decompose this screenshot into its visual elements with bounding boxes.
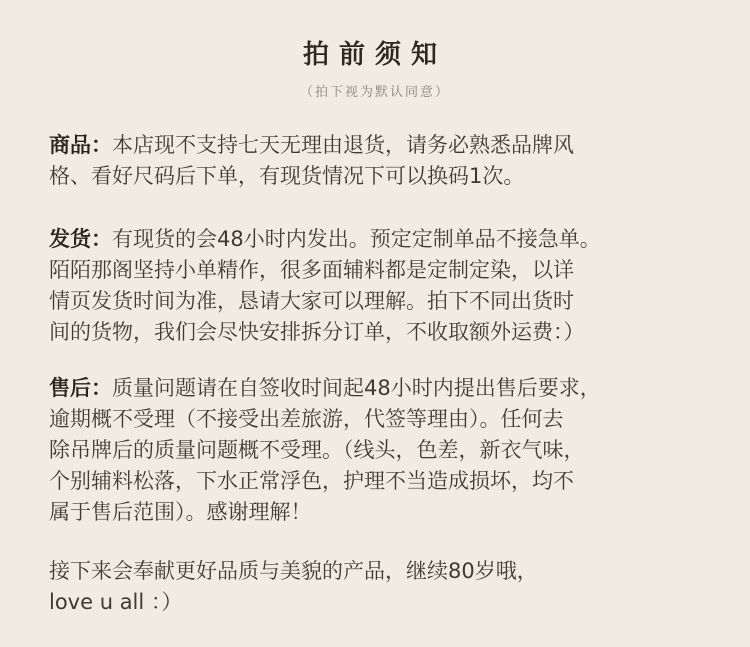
- aftersales-label: 售后：: [49, 376, 112, 400]
- shipping-line-4: 间的货物，我们会尽快安排拆分订单，不收取额外运费：）: [49, 320, 585, 344]
- page-subtitle: （拍下视为默认同意）: [299, 85, 450, 100]
- closing-line-1: 接下来会奉献更好品质与美貌的产品，继续80岁哦，: [49, 559, 538, 583]
- goods-line-1: [49, 130, 721, 161]
- page-title: 拍前须知: [302, 40, 447, 70]
- closing-line-2: love u all ：）: [49, 590, 183, 614]
- goods-section: [49, 130, 721, 192]
- aftersales-line-1: [49, 373, 721, 404]
- aftersales-section: [49, 373, 721, 528]
- shipping-section: [49, 224, 721, 348]
- aftersales-text-1: 质量问题请在自签收时间起48小时内提出售后要求，: [112, 376, 601, 400]
- shipping-line-2: 陌陌那阁坚持小单精作，很多面辅料都是定制定染，以详: [49, 258, 574, 282]
- goods-text-1: 本店现不支持七天无理由退货，请务必熟悉品牌风: [112, 133, 574, 157]
- shipping-line-1: [49, 224, 721, 255]
- goods-line-2: 格、看好尺码后下单，有现货情况下可以换码1次。: [49, 164, 525, 188]
- shipping-label: 发货：: [49, 227, 112, 251]
- closing-section: [49, 556, 721, 618]
- aftersales-line-3: 除吊牌后的质量问题概不受理。（线头，色差，新衣气味，: [49, 438, 585, 462]
- shipping-text-1: 有现货的会48小时内发出。预定定制单品不接急单。: [112, 227, 601, 251]
- shipping-line-3: 情页发货时间为准，恳请大家可以理解。拍下不同出货时: [49, 289, 574, 313]
- aftersales-line-5: 属于售后范围）。感谢理解！: [49, 500, 312, 524]
- aftersales-line-4: 个别辅料松落，下水正常浮色，护理不当造成损坏，均不: [49, 469, 574, 493]
- aftersales-line-2: 逾期概不受理（不接受出差旅游，代签等理由）。任何去: [49, 407, 564, 431]
- goods-label: 商品：: [49, 133, 112, 157]
